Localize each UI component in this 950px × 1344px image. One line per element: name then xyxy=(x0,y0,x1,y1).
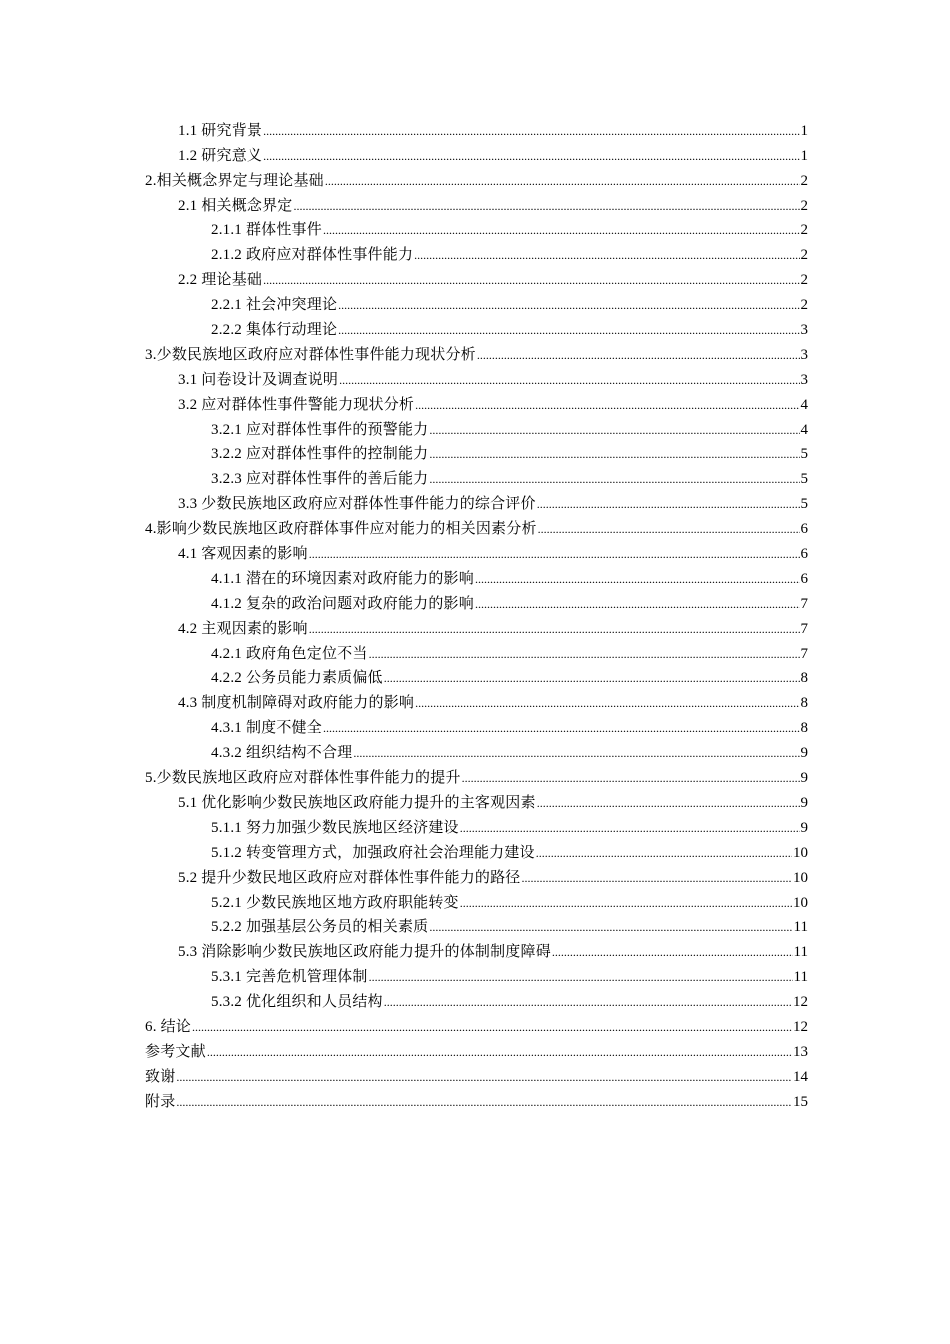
toc-entry-title: 3.1 问卷设计及调查说明 xyxy=(178,371,339,388)
toc-entry[interactable] xyxy=(145,613,808,638)
toc-entry-title: 致谢 xyxy=(145,1068,176,1085)
toc-entry-title: 2.1.1 群体性事件 xyxy=(211,222,322,239)
toc-entry-title: 4.2.2 公务员能力素质偏低 xyxy=(211,670,383,687)
toc-entry[interactable] xyxy=(145,538,808,563)
toc-dot-leader xyxy=(294,199,800,213)
toc-entry-title: 3.2.1 应对群体性事件的预警能力 xyxy=(211,421,429,438)
toc-entry-title: 6. 结论 xyxy=(145,1018,192,1035)
toc-entry[interactable] xyxy=(145,837,808,862)
toc-entry-page-number: 7 xyxy=(800,595,808,612)
toc-dot-leader xyxy=(415,398,799,412)
toc-dot-leader xyxy=(263,124,799,138)
toc-entry-page-number: 11 xyxy=(793,969,808,986)
toc-entry-page-number: 3 xyxy=(800,371,808,388)
toc-dot-leader xyxy=(338,323,799,337)
toc-entry[interactable] xyxy=(145,389,808,414)
toc-entry-title: 5.2 提升少数民地区政府应对群体性事件能力的路径 xyxy=(178,869,521,886)
toc-dot-leader xyxy=(429,447,799,461)
toc-entry-page-number: 10 xyxy=(793,844,808,861)
toc-entry-title: 5.3.1 完善危机管理体制 xyxy=(211,969,368,986)
toc-entry-page-number: 2 xyxy=(800,197,808,214)
toc-entry[interactable] xyxy=(145,1086,808,1111)
toc-entry-page-number: 5 xyxy=(800,446,808,463)
toc-entry-page-number: 7 xyxy=(800,620,808,637)
toc-entry-page-number: 3 xyxy=(800,346,808,363)
toc-entry-title: 5.3 消除影响少数民族地区政府能力提升的体制制度障碍 xyxy=(178,944,551,961)
toc-entry-title: 5.1.1 努力加强少数民族地区经济建设 xyxy=(211,819,459,836)
table-of-contents xyxy=(145,115,808,1111)
toc-entry-title: 1.1 研究背景 xyxy=(178,122,263,139)
toc-entry-title: 2.2.1 社会冲突理论 xyxy=(211,297,338,314)
toc-entry-title: 4.1 客观因素的影响 xyxy=(178,546,308,563)
toc-entry-page-number: 2 xyxy=(800,297,808,314)
toc-entry-title: 4.3.1 制度不健全 xyxy=(211,720,322,737)
toc-entry[interactable] xyxy=(145,314,808,339)
toc-dot-leader xyxy=(462,771,800,785)
toc-entry-page-number: 1 xyxy=(800,122,808,139)
toc-entry-title: 1.2 研究意义 xyxy=(178,147,263,164)
toc-dot-leader xyxy=(429,423,799,437)
toc-entry-page-number: 5 xyxy=(800,496,808,513)
toc-entry-page-number: 12 xyxy=(793,1018,808,1035)
toc-dot-leader xyxy=(538,522,800,536)
toc-dot-leader xyxy=(414,248,799,262)
toc-entry-title: 2.1.2 政府应对群体性事件能力 xyxy=(211,247,414,264)
toc-entry-title: 5.3.2 优化组织和人员结构 xyxy=(211,994,383,1011)
toc-dot-leader xyxy=(263,273,799,287)
toc-dot-leader xyxy=(536,846,792,860)
toc-entry-page-number: 2 xyxy=(800,172,808,189)
toc-dot-leader xyxy=(475,597,800,611)
toc-entry-title: 4.3 制度机制障碍对政府能力的影响 xyxy=(178,695,415,712)
toc-entry-title: 2.相关概念界定与理论基础 xyxy=(145,172,324,189)
toc-dot-leader xyxy=(192,1020,792,1034)
toc-entry-page-number: 9 xyxy=(800,819,808,836)
toc-entry-page-number: 5 xyxy=(800,471,808,488)
toc-entry-title: 4.1.2 复杂的政治问题对政府能力的影响 xyxy=(211,595,474,612)
toc-entry[interactable] xyxy=(145,339,808,364)
toc-entry[interactable] xyxy=(145,812,808,837)
toc-entry[interactable] xyxy=(145,190,808,215)
toc-entry-title: 5.2.1 少数民族地区地方政府职能转变 xyxy=(211,894,459,911)
toc-dot-leader xyxy=(429,920,792,934)
toc-entry-page-number: 6 xyxy=(800,521,808,538)
toc-dot-leader xyxy=(369,970,793,984)
toc-dot-leader xyxy=(384,671,800,685)
toc-entry[interactable] xyxy=(145,737,808,762)
toc-dot-leader xyxy=(415,696,799,710)
toc-entry[interactable] xyxy=(145,239,808,264)
toc-entry[interactable] xyxy=(145,563,808,588)
toc-entry-page-number: 2 xyxy=(800,222,808,239)
toc-dot-leader xyxy=(323,223,800,237)
toc-entry[interactable] xyxy=(145,936,808,961)
toc-entry-title: 3.3 少数民族地区政府应对群体性事件能力的综合评价 xyxy=(178,496,536,513)
toc-entry-title: 4.2 主观因素的影响 xyxy=(178,620,308,637)
toc-entry[interactable] xyxy=(145,1011,808,1036)
toc-dot-leader xyxy=(522,871,792,885)
toc-dot-leader xyxy=(263,149,799,163)
toc-dot-leader xyxy=(309,547,800,561)
toc-dot-leader xyxy=(384,995,792,1009)
toc-entry-title: 3.2 应对群体性事件警能力现状分析 xyxy=(178,396,415,413)
toc-entry-page-number: 10 xyxy=(793,869,808,886)
toc-dot-leader xyxy=(429,472,799,486)
toc-entry-page-number: 4 xyxy=(800,396,808,413)
toc-entry-title: 4.3.2 组织结构不合理 xyxy=(211,745,353,762)
toc-entry-page-number: 9 xyxy=(800,770,808,787)
toc-entry[interactable] xyxy=(145,165,808,190)
toc-dot-leader xyxy=(477,348,800,362)
toc-entry-title: 参考文献 xyxy=(145,1043,206,1060)
toc-entry-page-number: 8 xyxy=(800,720,808,737)
toc-entry[interactable] xyxy=(145,961,808,986)
toc-entry-title: 4.2.1 政府角色定位不当 xyxy=(211,645,368,662)
toc-entry[interactable] xyxy=(145,264,808,289)
toc-entry[interactable] xyxy=(145,140,808,165)
toc-entry-page-number: 1 xyxy=(800,147,808,164)
toc-entry-page-number: 6 xyxy=(800,570,808,587)
toc-entry-page-number: 14 xyxy=(793,1068,808,1085)
toc-entry-page-number: 7 xyxy=(800,645,808,662)
toc-entry-title: 3.少数民族地区政府应对群体性事件能力现状分析 xyxy=(145,346,476,363)
toc-entry-page-number: 13 xyxy=(793,1043,808,1060)
toc-entry[interactable] xyxy=(145,289,808,314)
toc-dot-leader xyxy=(460,896,792,910)
toc-dot-leader xyxy=(325,174,800,188)
toc-dot-leader xyxy=(309,622,800,636)
toc-entry-page-number: 10 xyxy=(793,894,808,911)
toc-dot-leader xyxy=(369,647,800,661)
toc-dot-leader xyxy=(552,945,793,959)
toc-dot-leader xyxy=(475,572,800,586)
toc-entry-title: 5.1 优化影响少数民族地区政府能力提升的主客观因素 xyxy=(178,794,536,811)
toc-entry[interactable] xyxy=(145,488,808,513)
toc-entry-title: 4.1.1 潜在的环境因素对政府能力的影响 xyxy=(211,570,474,587)
toc-entry[interactable] xyxy=(145,215,808,240)
toc-dot-leader xyxy=(207,1045,792,1059)
toc-dot-leader xyxy=(537,796,800,810)
toc-entry[interactable] xyxy=(145,638,808,663)
toc-entry-title: 2.2.2 集体行动理论 xyxy=(211,322,338,339)
toc-entry-page-number: 2 xyxy=(800,247,808,264)
toc-dot-leader xyxy=(353,746,799,760)
toc-entry-page-number: 11 xyxy=(793,944,808,961)
toc-dot-leader xyxy=(176,1070,792,1084)
toc-entry[interactable] xyxy=(145,513,808,538)
toc-dot-leader xyxy=(537,497,800,511)
toc-entry[interactable] xyxy=(145,762,808,787)
toc-entry[interactable] xyxy=(145,1036,808,1061)
toc-entry-title: 5.1.2 转变管理方式，加强政府社会治理能力建设 xyxy=(211,844,535,861)
toc-entry[interactable] xyxy=(145,663,808,688)
toc-entry[interactable] xyxy=(145,414,808,439)
toc-entry-title: 5.2.2 加强基层公务员的相关素质 xyxy=(211,919,429,936)
toc-entry-page-number: 9 xyxy=(800,745,808,762)
toc-entry[interactable] xyxy=(145,439,808,464)
toc-entry[interactable] xyxy=(145,986,808,1011)
toc-entry-page-number: 6 xyxy=(800,546,808,563)
toc-entry[interactable] xyxy=(145,687,808,712)
toc-entry-page-number: 15 xyxy=(793,1093,808,1110)
toc-entry-title: 3.2.2 应对群体性事件的控制能力 xyxy=(211,446,429,463)
toc-entry-title: 4.影响少数民族地区政府群体事件应对能力的相关因素分析 xyxy=(145,521,537,538)
toc-entry-title: 2.1 相关概念界定 xyxy=(178,197,293,214)
toc-entry[interactable] xyxy=(145,463,808,488)
toc-entry-title: 5.少数民族地区政府应对群体性事件能力的提升 xyxy=(145,770,461,787)
toc-entry[interactable] xyxy=(145,115,808,140)
toc-entry[interactable] xyxy=(145,712,808,737)
toc-entry[interactable] xyxy=(145,787,808,812)
toc-entry-page-number: 8 xyxy=(800,670,808,687)
toc-entry[interactable] xyxy=(145,912,808,937)
toc-entry[interactable] xyxy=(145,588,808,613)
toc-entry-page-number: 12 xyxy=(793,994,808,1011)
toc-entry-page-number: 8 xyxy=(800,695,808,712)
toc-entry-page-number: 11 xyxy=(793,919,808,936)
toc-entry-page-number: 2 xyxy=(800,272,808,289)
toc-dot-leader xyxy=(339,373,799,387)
toc-entry-page-number: 9 xyxy=(800,794,808,811)
toc-entry[interactable] xyxy=(145,1061,808,1086)
toc-dot-leader xyxy=(338,298,799,312)
toc-entry-page-number: 3 xyxy=(800,322,808,339)
toc-dot-leader xyxy=(323,721,800,735)
toc-entry-page-number: 4 xyxy=(800,421,808,438)
toc-dot-leader xyxy=(460,821,800,835)
toc-entry[interactable] xyxy=(145,364,808,389)
toc-entry-title: 3.2.3 应对群体性事件的善后能力 xyxy=(211,471,429,488)
toc-entry[interactable] xyxy=(145,887,808,912)
toc-dot-leader xyxy=(176,1095,792,1109)
toc-entry[interactable] xyxy=(145,862,808,887)
toc-entry-title: 2.2 理论基础 xyxy=(178,272,263,289)
toc-entry-title: 附录 xyxy=(145,1093,176,1110)
